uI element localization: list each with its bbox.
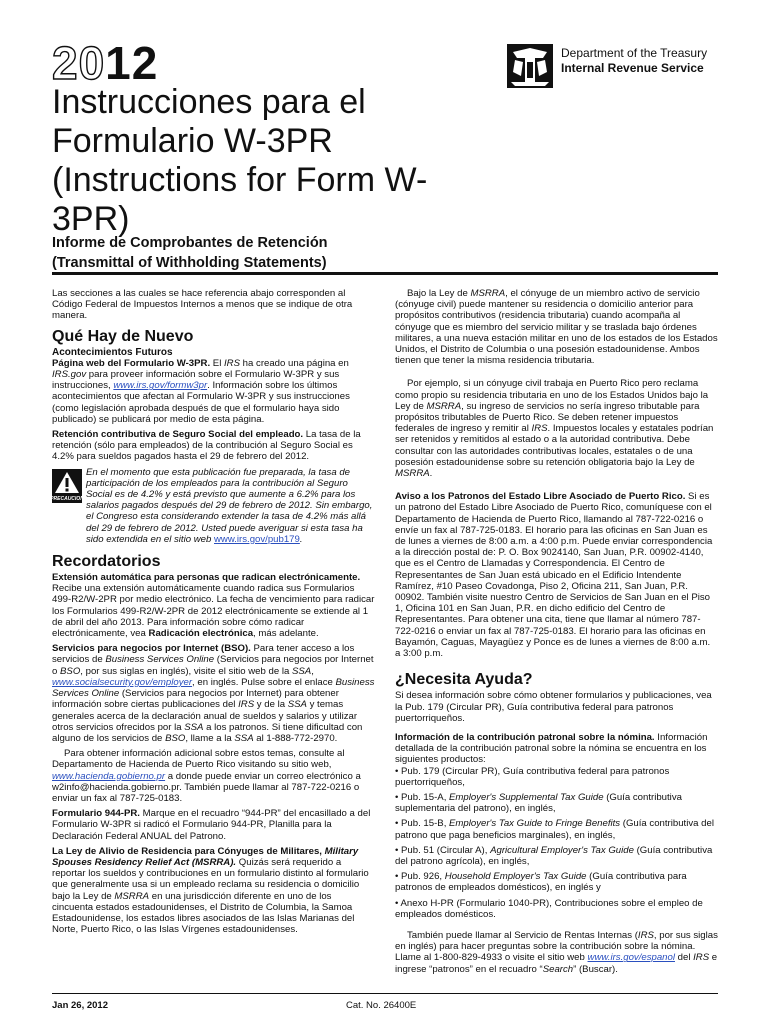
text: ha creado una página en bbox=[240, 357, 349, 369]
text: para proveer información sobre el Formulario W-3PR y sus instrucciones, bbox=[52, 369, 340, 392]
formw3pr-link[interactable]: www.irs.gov/formw3pr bbox=[113, 380, 208, 392]
text: Bajo la Ley de bbox=[407, 288, 471, 299]
msrra-spouse-paragraph bbox=[395, 288, 718, 366]
reminders-heading: Recordatorios bbox=[52, 553, 161, 571]
social-security-paragraph bbox=[52, 429, 375, 463]
text: Business Services Online bbox=[105, 654, 215, 666]
efile-paragraph bbox=[52, 572, 375, 639]
department-name: Department of the Treasury bbox=[561, 46, 708, 60]
text: MSRRA bbox=[470, 288, 506, 299]
subtitle-english: (Transmittal of Withholding Statements) bbox=[52, 255, 327, 271]
text: , más adelante. bbox=[253, 628, 319, 640]
list-item: • Anexo H-PR (Formulario 1040-PR), Contribuciones sobre el empleo de empleados domésticos. bbox=[395, 897, 703, 920]
text: SSA bbox=[184, 721, 204, 733]
text: Recibe una extensión automáticamente cuando radica sus Formularios 499-R2/W-2PR por medio electrónico. La fecha de vencimiento para radicar los Formularios 499-R2/W-2PR de 2012 electrónicamente se extiende al 1 de abril del año 2013. Para información sobre cómo radicar electrónicamente, vea bbox=[52, 583, 375, 640]
efile-title: Extensión automática para personas que radican electrónicamente. bbox=[52, 572, 361, 584]
text: . bbox=[299, 533, 303, 545]
text: (Servicios para negocios por Internet) para obtener información sobre ciertas publicaciones del bbox=[52, 688, 339, 711]
right-column bbox=[395, 288, 718, 979]
footer-divider bbox=[52, 993, 718, 994]
call-irs-paragraph bbox=[395, 930, 718, 975]
text: , su ingreso de servicios no sería ingreso tributable para propósitos tributables de Puerto Rico. Se deben retener impuestos federales de ingreso y remitir al bbox=[395, 400, 700, 435]
text: (Guía contributiva suplementaria del patrono), en inglés, bbox=[395, 791, 682, 815]
publish-date: Jan 26, 2012 bbox=[52, 1000, 108, 1011]
caution-warning-icon bbox=[52, 469, 82, 503]
text: IRS bbox=[637, 929, 654, 941]
text: , por sus siglas en inglés) para hacer preguntas sobre la contribución sobre la nómina. Llame al 1-800-829-4933 o visite el sitio web bbox=[395, 929, 718, 964]
list-item bbox=[395, 792, 718, 814]
text: Por ejemplo, si un cónyuge civil trabaja en Puerto Rico pero reclama como propio su residencia tributaria en uno de los Estados Unidos bajo la Ley de bbox=[395, 378, 709, 412]
future-developments-heading: Acontecimientos Futuros bbox=[52, 346, 173, 358]
text: , el cónyuge de un miembro activo de servicio (cónyuge civil) puede mantener su residencia o domicilio anterior para propósitos contributivos (residencia tributaria) cuando acompaña al cónyuge que es miembro del servicio militar y se traslada bajo órdenes militares, a una nueva estación militar en uno de los estados de los Estados Unidos, el Distrito de Columbia o una posesión estadounidense. Ambos tienen que tener la misma residencia tributaria. bbox=[395, 288, 718, 367]
msrra-paragraph bbox=[52, 846, 375, 936]
whats-new-heading: Qué Hay de Nuevo bbox=[52, 327, 194, 345]
intro-paragraph: Las secciones a las cuales se hace referencia abajo corresponden al Código Federal de Impuestos Internos a menos que se indique de otra manera. bbox=[52, 288, 353, 322]
text: , por sus siglas en inglés), visite el sitio web de la bbox=[80, 665, 292, 677]
text: Household Employer's Tax Guide bbox=[444, 871, 587, 883]
text: SSA bbox=[287, 699, 307, 711]
text: del bbox=[674, 952, 694, 964]
text: a donde puede enviar un correo electrónico a w2info@hacienda.gobierno.pr. También puede llamar al 787-722-0216 o enviar un fax al 787-725-0183. bbox=[52, 770, 361, 804]
list-item bbox=[395, 871, 718, 893]
text: • Pub. 15-B, bbox=[395, 818, 450, 830]
text: . Información sobre los últimos acontecimientos que afectan al Formulario W-3PR y sus instrucciones (como legislación aprobada después de que el formulario haya sido publicado) se publicará por medio de esta página. bbox=[52, 380, 350, 425]
text: Business Services Online bbox=[52, 676, 375, 700]
text: BSO bbox=[165, 732, 186, 744]
agency-block bbox=[561, 46, 707, 76]
text: BSO bbox=[60, 665, 81, 677]
web-page-paragraph bbox=[52, 358, 375, 425]
header-divider bbox=[52, 272, 718, 275]
text: También puede llamar al Servicio de Rentas Internas ( bbox=[407, 929, 638, 941]
msrra-title: La Ley de Alivio de Residencia para Cónyuges de Militares, bbox=[52, 845, 325, 857]
form-944pr-title: Formulario 944-PR. bbox=[52, 808, 140, 820]
irs-eagle-logo-icon bbox=[505, 42, 555, 90]
text: a los patronos. Si tiene dificultad con alguno de los servicios de bbox=[52, 721, 363, 744]
caution-text: En el momento que esta publicación fue preparada, la tasa de participación de los empleados para la contribución al Seguro Social es de 4.2% y está previsto que aumente a 6.2% para los salarios pagados después del 29 de febrero de 2012. Sin embargo, el Congreso esta considerando extender la tasa de 4.2% más allá del 29 de febrero de 2012. Usted puede averiguar si esta tasa ha sido extendida en el sitio web bbox=[86, 466, 373, 545]
text: Para tener acceso a los servicios de bbox=[52, 643, 355, 666]
text: e ingrese “patronos” en el recuadro “ bbox=[395, 952, 718, 975]
text: Si es un patrono del Estado Libre Asociado de Puerto Rico, comuníquese con el Departamento de Hacienda de Puerto Rico, llamando al 787-722-0216 o envíe un fax al 787-725-0183. El horario para las oficinas en San Juan es de lunes a viernes de 8:00 a.m. a 4:00 p.m. Puede enviar correspondencia a la dirección postal de: P. O. Box 9024140, San Juan, P.R. 00902-4140, que es el Centro de Llamadas y Correspondencia. El Centro de Representantes de San Juan está ubicado en el Edificio Intendente Ramírez, #10 Paseo Covadonga, Piso 2, Oficina 211, San Juan, P.R. 00902. También visite nuestro Centro de Servicios de San Juan en el Piso 1, Oficina 101 en San Juan, P.R. en dicho edificio del Centro de Representantes. Para obtener una cita, tiene que llamar al número 787-722-0216 o enviar un fax al 787-725-0183. El horario para las oficinas en Bayamón, Caguas, Mayagüez y Ponce es de lunes a viernes de 8:00 a.m. a 3:00 p.m. bbox=[395, 491, 713, 660]
text: . Impuestos locales y estatales podrían ser retenidos y remitidos al estado o a la autoridad contributiva. Debe consultar con las autoridades contributivas locales, estatales o de una posesión estadounidense sobre su retención obligatoria bajo la Ley de bbox=[395, 423, 714, 468]
text: IRS bbox=[693, 952, 710, 964]
text: ” (Buscar). bbox=[573, 963, 618, 975]
page-title: Instrucciones para el Formulario W-3PR (Instructions for Form W-3PR) bbox=[52, 83, 428, 238]
list-item: • Pub. 179 (Circular PR), Guía contributiva federal para patronos puertorriqueños, bbox=[395, 765, 670, 788]
need-help-heading: ¿Necesita Ayuda? bbox=[395, 671, 533, 689]
caution-label: PRECAUCION bbox=[50, 495, 84, 502]
text: (Guía contributiva para patronos de empleados domésticos), en inglés y bbox=[395, 871, 687, 894]
text: y de la bbox=[254, 699, 288, 711]
text: IRS.gov bbox=[52, 369, 87, 381]
text: La tasa de la retención (sólo para empleados) de la contribución al Seguro Social es 4.2% para sueldos pagados hasta el 29 de febrero del 2012. bbox=[52, 429, 361, 463]
form-944pr-paragraph bbox=[52, 808, 375, 842]
social-security-title: Retención contributiva de Seguro Social del empleado. bbox=[52, 429, 304, 441]
text: MSRRA bbox=[114, 890, 150, 902]
payroll-tax-title: Información de la contribución patronal sobre la nómina. bbox=[395, 731, 655, 743]
left-column bbox=[52, 288, 375, 939]
text: en una jurisdicción diferente en uno de los cincuenta estados estadounidenses, el Distrito de Columbia, la Samoa Estadounidense, los estados libres asociados de las Islas Marianas del Norte, Puerto Rico, o las Islas Vírgenes estadounidenses. bbox=[52, 890, 355, 936]
text: Quizás será requerido a reportar los sueldos y contribuciones en un formulario distinto al formulario que generalmente usa si un empleado reclama su residencia o domicilio bajo la Ley de bbox=[52, 856, 369, 902]
bso-paragraph bbox=[52, 643, 375, 744]
text: • Pub. 15-A, bbox=[395, 791, 450, 803]
catalog-number: Cat. No. 26400E bbox=[346, 1000, 417, 1011]
text: IRS bbox=[224, 357, 241, 369]
agency-name: Internal Revenue Service bbox=[561, 61, 704, 75]
caution-note bbox=[52, 467, 375, 545]
form-year bbox=[52, 37, 159, 89]
text: MSRRA bbox=[395, 468, 430, 480]
text: y temas generales acerca de la declaración anual de sueldos y salarios y utilizar otros servicios ofrecidos por la bbox=[52, 699, 358, 733]
payroll-tax-paragraph bbox=[395, 732, 718, 766]
list-item bbox=[395, 845, 718, 867]
text: Para obtener información adicional sobre estos temas, consulte al Departamento de Hacienda de Puerto Rico visitando su sitio web, bbox=[52, 748, 345, 771]
pr-employers-paragraph bbox=[395, 491, 718, 659]
text: El bbox=[210, 357, 225, 369]
text: (Guía contributiva del patrono que paga beneficios marginales), en inglés, bbox=[395, 818, 714, 841]
text: Radicación electrónica bbox=[148, 628, 254, 640]
hacienda-link[interactable]: www.hacienda.gobierno.pr bbox=[52, 770, 166, 782]
web-page-title: Página web del Formulario W-3PR. bbox=[52, 357, 211, 369]
text: , bbox=[311, 665, 314, 677]
text: Employer's Supplemental Tax Guide bbox=[449, 791, 604, 803]
text: (Guía contributiva del patrono agrícola), en inglés, bbox=[395, 844, 713, 867]
pub179-link[interactable]: www.irs.gov/pub179 bbox=[214, 533, 300, 545]
text: • Pub. 51 (Circular A), bbox=[395, 844, 491, 856]
text: • Pub. 926, bbox=[395, 871, 445, 883]
subtitle-spanish: Informe de Comprobantes de Retención bbox=[52, 235, 328, 251]
pr-employers-title: Aviso a los Patronos del Estado Libre Asociado de Puerto Rico. bbox=[395, 491, 686, 503]
text: SSA bbox=[234, 732, 254, 744]
bso-title: Servicios para negocios por Internet (BSO). bbox=[52, 643, 251, 655]
list-item bbox=[395, 818, 718, 840]
text: SSA bbox=[291, 665, 312, 677]
text: Employer's Tax Guide to Fringe Benefits bbox=[449, 818, 621, 830]
text: , llame a la bbox=[185, 732, 235, 744]
text: al 1-888-772-2970. bbox=[253, 732, 338, 744]
year-bold: 12 bbox=[105, 37, 159, 89]
text: Search bbox=[542, 963, 574, 975]
hacienda-paragraph bbox=[52, 748, 375, 804]
socialsecurity-employer-link[interactable]: www.socialsecurity.gov/employer bbox=[52, 676, 193, 688]
text: Marque en el recuadro “944-PR” del encasillado a del Formulario W-3PR si radicó el Formulario 944-PR, Planilla para la Declaración Federal ANUAL del Patrono. bbox=[52, 808, 371, 842]
text: , en inglés. Pulse sobre el enlace bbox=[192, 676, 336, 688]
irs-espanol-link[interactable]: www.irs.gov/espanol bbox=[587, 952, 675, 964]
text: IRS bbox=[531, 423, 548, 435]
text: (Servicios para negocios por Internet o bbox=[52, 654, 374, 677]
text: MSRRA bbox=[426, 400, 462, 412]
year-outline: 20 bbox=[52, 37, 106, 89]
text: . bbox=[429, 468, 433, 480]
need-help-paragraph: Si desea información sobre cómo obtener formularios y publicaciones, vea la Pub. 179 (Circular PR), Guía contributiva federal para patronos puertorriqueños. bbox=[395, 690, 712, 724]
text: Military Spouses Residency Relief Act (MSRRA). bbox=[52, 845, 359, 868]
subtitle bbox=[52, 233, 328, 273]
text: Agricultural Employer's Tax Guide bbox=[490, 844, 634, 856]
text: Información detallada de la contribución patronal sobre la nómina se encuentra en los siguientes productos: bbox=[395, 731, 708, 766]
text: IRS bbox=[238, 699, 255, 711]
example-paragraph bbox=[395, 378, 718, 479]
